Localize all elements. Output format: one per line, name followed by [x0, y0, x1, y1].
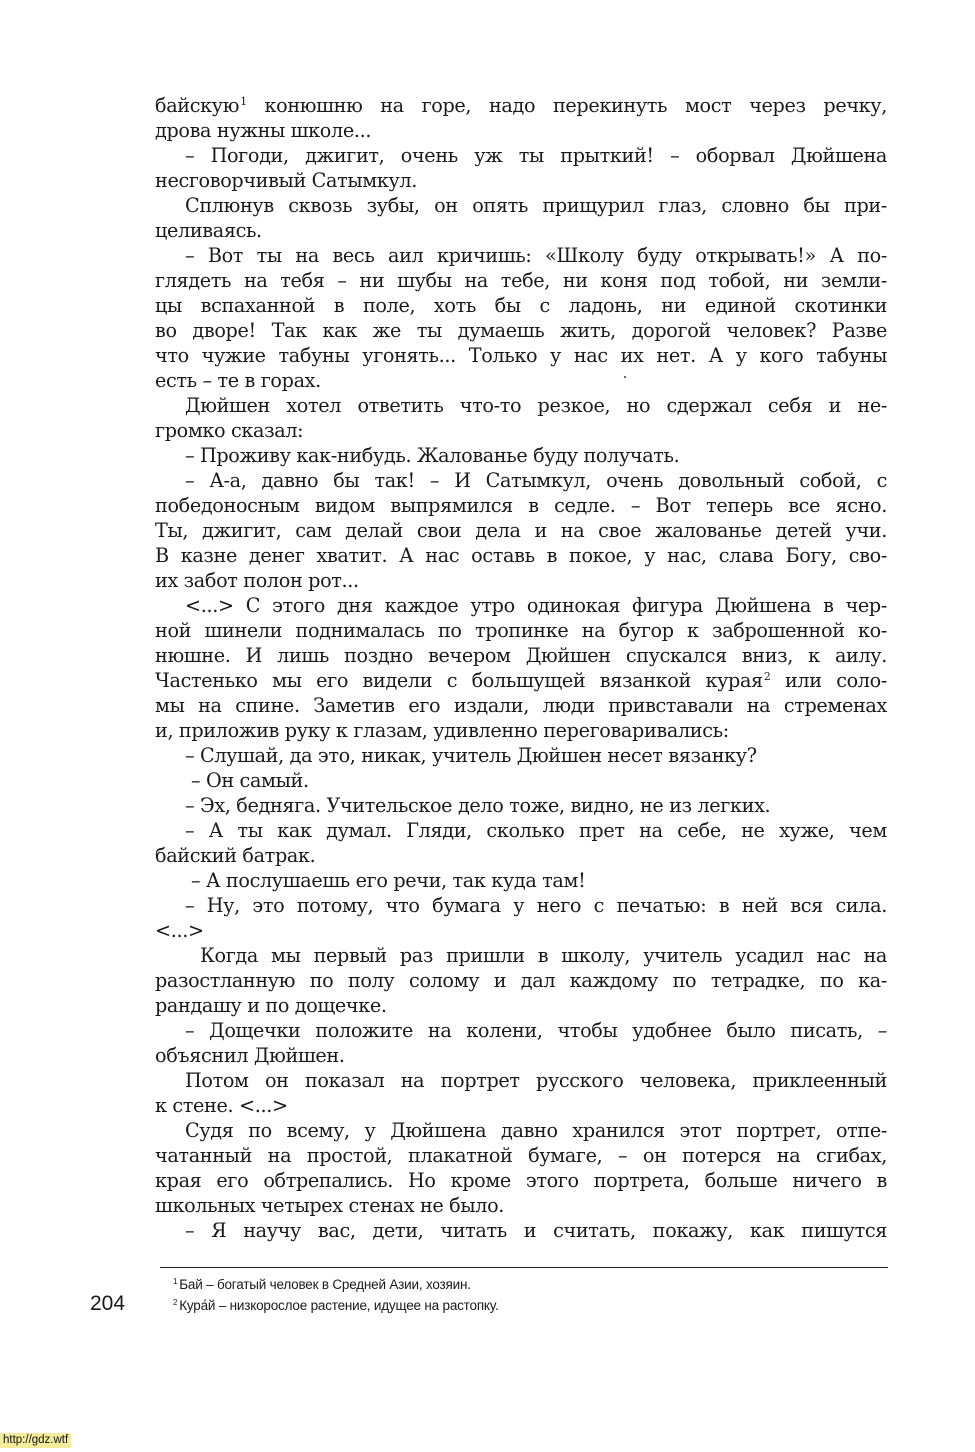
text-line: – Погоди, джигит, очень уж ты прыткий! – оборвал Дюйшена	[185, 144, 887, 167]
text-line: – А ты как думал. Гляди, сколько прет на себе, не хуже, чем	[185, 819, 887, 842]
body-text	[155, 93, 887, 1243]
text-line: школьных четырех стенах не было.	[155, 1194, 505, 1217]
footnote-2: $^2$ Кура́й – низкорослое растение, идущее на растопку.	[173, 1298, 499, 1313]
text-line: – Слушай, да это, никак, учитель Дюйшен несет вязанку?	[185, 744, 757, 767]
text-line: и, приложив руку к глазам, удивленно переговаривались:	[155, 719, 729, 742]
text-line: что чужие табуны угонять... Только у нас их нет. А у кого табуны	[155, 344, 887, 367]
text-line: края его обтрепались. Но кроме этого портрета, больше ничего в	[155, 1169, 887, 1192]
text-line: – Проживу как-нибудь. Жалованье буду получать.	[185, 444, 680, 467]
text-line: Дюйшен хотел ответить что-то резкое, но сдержал себя и не-	[185, 394, 887, 417]
text-line: байский батрак.	[155, 844, 316, 867]
text-line: – Эх, бедняга. Учительское дело тоже, видно, не из легких.	[185, 794, 771, 817]
text-line: целиваясь.	[155, 219, 262, 242]
text-line: – А-а, давно бы так! – И Сатымкул, очень довольный собой, с	[185, 469, 887, 492]
text-line: В казне денег хватит. А нас оставь в покое, у нас, слава Богу, сво-	[155, 544, 887, 567]
text-line: Ты, джигит, сам делай свои дела и на свое жалованье детей учи.	[155, 519, 887, 542]
text-line: Сплюнув сквозь зубы, он опять прищурил глаз, словно бы при-	[185, 194, 887, 217]
text-line: победоносным видом выпрямился в седле. – Вот теперь все ясно.	[155, 494, 887, 517]
footnotes	[173, 1274, 499, 1316]
text-line: – Дощечки положите на колени, чтобы удобнее было писать, –	[185, 1019, 887, 1042]
text-line: – Он самый.	[191, 769, 309, 792]
text-line: рандашу и по дощечке.	[155, 994, 387, 1017]
text-line: <...>	[155, 919, 204, 942]
text-line: нюшне. И лишь поздно вечером Дюйшен спускался вниз, к аилу.	[155, 644, 887, 667]
footnote-1: $^1$ Бай – богатый человек в Средней Азии, хозяин.	[173, 1277, 471, 1292]
text-line: несговорчивый Сатымкул.	[155, 169, 418, 192]
text-line: Потом он показал на портрет русского человека, приклеенный	[185, 1069, 887, 1092]
text-line: разостланную по полу солому и дал каждому по тетрадке, по ка-	[155, 969, 887, 992]
text-line: – Я научу вас, дети, читать и считать, покажу, как пишутся	[185, 1219, 887, 1242]
text-line: есть – те в горах.	[155, 369, 321, 392]
text-line: к стене. <...>	[155, 1094, 288, 1117]
text-line: дрова нужны школе...	[155, 119, 372, 142]
watermark-link[interactable]: http://gdz.wtf	[0, 1433, 71, 1448]
text-line: глядеть на тебя – ни шубы на тебе, ни коня под тобой, ни земли-	[155, 269, 887, 292]
footnote-ref-2: 2	[763, 670, 771, 683]
text-line: объяснил Дюйшен.	[155, 1044, 345, 1067]
text-line: во дворе! Так как же ты думаешь жить, дорогой человек? Разве	[155, 319, 887, 342]
text-line: Когда мы первый раз пришли в школу, учитель усадил нас на	[200, 944, 887, 967]
text-line: Частенько мы его видели с большущей вязанкой курая$^2$ или соло-	[155, 669, 887, 692]
footnote-divider	[160, 1267, 888, 1268]
text-line: чатанный на простой, плакатной бумаге, – он потерся на сгибах,	[155, 1144, 887, 1167]
text-line: <...> С этого дня каждое утро одинокая фигура Дюйшена в чер-	[185, 594, 887, 617]
page-number: 204	[90, 1292, 126, 1315]
text-line: ной шинели поднималась по тропинке на бугор к заброшенной ко-	[155, 619, 887, 642]
print-speck	[624, 376, 626, 378]
text-line: цы вспаханной в поле, хоть бы с ладонь, ни единой скотинки	[155, 294, 887, 317]
text-line: – А послушаешь его речи, так куда там!	[191, 869, 586, 892]
text-line: – Ну, это потому, что бумага у него с печатью: в ней вся сила.	[185, 894, 887, 917]
text-line: мы на спине. Заметив его издали, люди привставали на стременах	[155, 694, 887, 717]
text-line: их забот полон рот...	[155, 569, 359, 592]
text-line: – Вот ты на весь аил кричишь: «Школу буду открывать!» А по-	[185, 244, 887, 267]
footnote-ref-1: 1	[240, 95, 247, 108]
text-line: громко сказал:	[155, 419, 304, 442]
text-line: Судя по всему, у Дюйшена давно хранился этот портрет, отпе-	[185, 1119, 887, 1142]
text-line: байскую$^1$ конюшню на горе, надо перекинуть мост через речку,	[155, 94, 887, 117]
